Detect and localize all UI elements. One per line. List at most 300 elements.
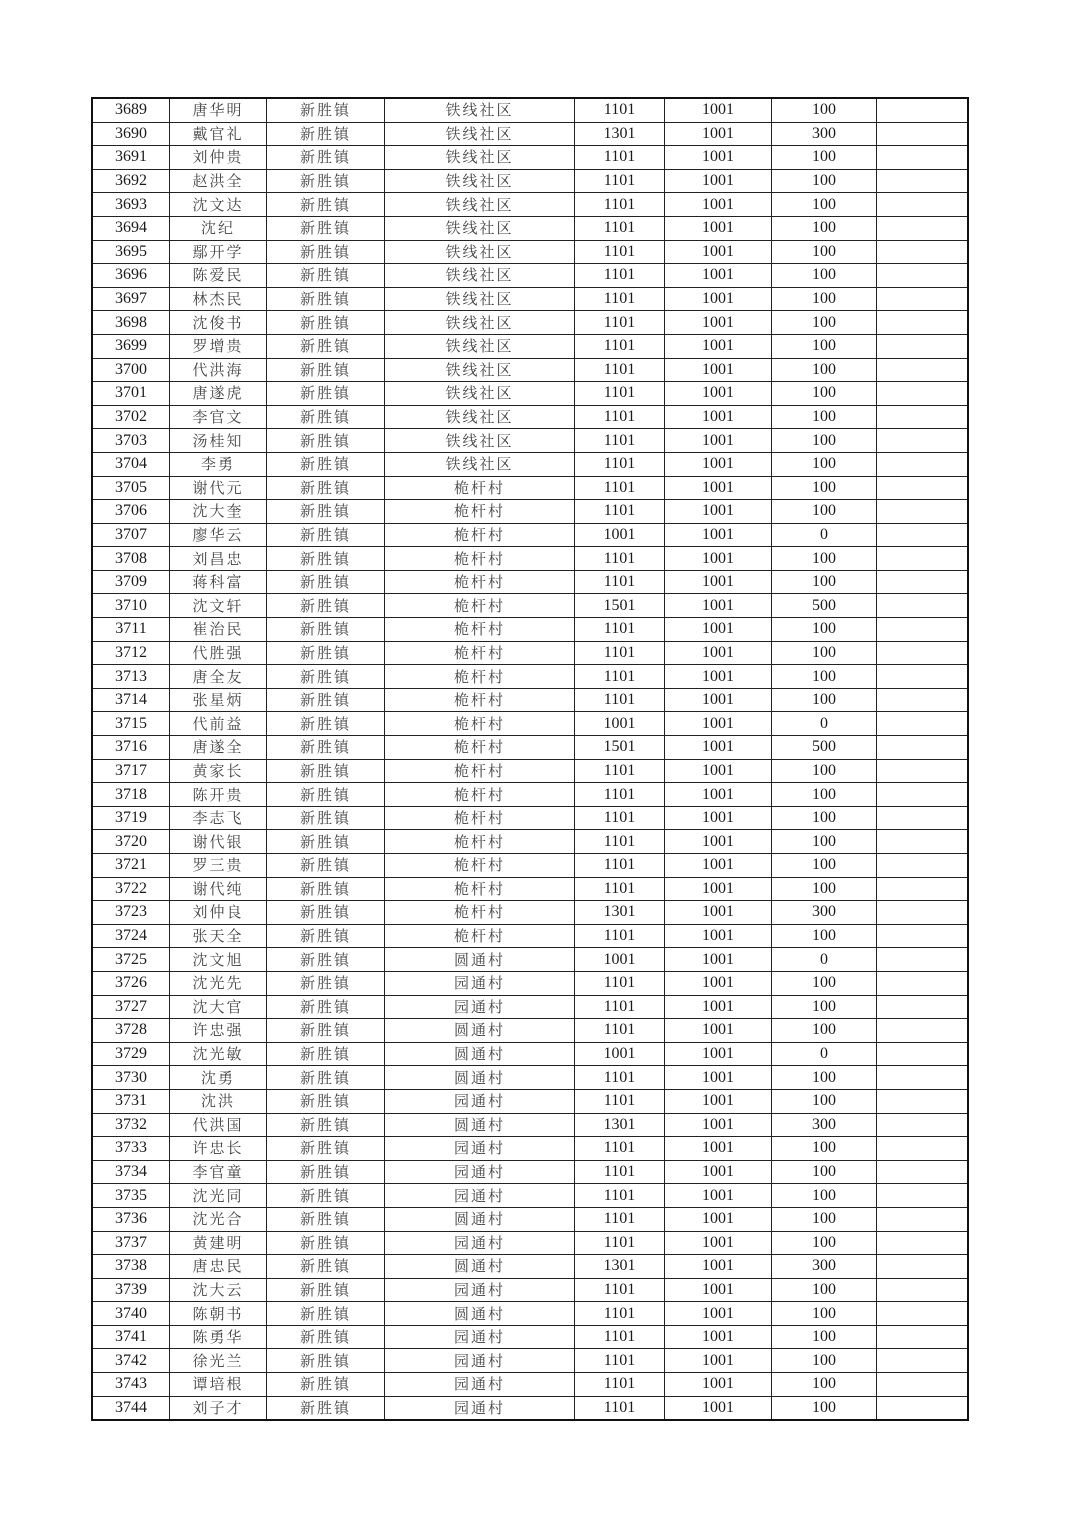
cell-serial-no: 3694 <box>92 216 170 240</box>
table-row <box>92 1231 968 1255</box>
cell-amount: 100 <box>772 1089 877 1113</box>
cell-note <box>877 476 969 500</box>
cell-name: 代胜强 <box>170 641 267 665</box>
cell-note <box>877 783 969 807</box>
cell-code-1: 1101 <box>575 1089 665 1113</box>
cell-code-1: 1101 <box>575 1019 665 1043</box>
cell-amount: 500 <box>772 736 877 760</box>
cell-village: 铁线社区 <box>385 240 575 264</box>
cell-amount: 100 <box>772 311 877 335</box>
cell-name: 徐光兰 <box>170 1349 267 1373</box>
cell-code-1: 1301 <box>575 901 665 925</box>
cell-note <box>877 1184 969 1208</box>
cell-code-2: 1001 <box>665 830 772 854</box>
cell-amount: 100 <box>772 1160 877 1184</box>
cell-note <box>877 240 969 264</box>
table-row <box>92 429 968 453</box>
cell-village: 铁线社区 <box>385 216 575 240</box>
cell-village: 铁线社区 <box>385 334 575 358</box>
cell-town: 新胜镇 <box>267 500 385 524</box>
cell-amount: 0 <box>772 712 877 736</box>
cell-name: 许忠强 <box>170 1019 267 1043</box>
cell-village: 桅杆村 <box>385 500 575 524</box>
cell-note <box>877 1113 969 1137</box>
cell-note <box>877 264 969 288</box>
cell-code-1: 1101 <box>575 1066 665 1090</box>
cell-code-1: 1101 <box>575 193 665 217</box>
cell-name: 陈开贵 <box>170 783 267 807</box>
cell-amount: 100 <box>772 641 877 665</box>
cell-amount: 100 <box>772 806 877 830</box>
cell-name: 李勇 <box>170 452 267 476</box>
cell-town: 新胜镇 <box>267 1089 385 1113</box>
cell-amount: 0 <box>772 948 877 972</box>
cell-serial-no: 3706 <box>92 500 170 524</box>
table-row <box>92 476 968 500</box>
cell-code-2: 1001 <box>665 216 772 240</box>
cell-name: 沈纪 <box>170 216 267 240</box>
table-row <box>92 924 968 948</box>
cell-code-2: 1001 <box>665 924 772 948</box>
cell-serial-no: 3735 <box>92 1184 170 1208</box>
cell-serial-no: 3738 <box>92 1255 170 1279</box>
cell-code-2: 1001 <box>665 1255 772 1279</box>
cell-code-1: 1101 <box>575 334 665 358</box>
cell-code-2: 1001 <box>665 146 772 170</box>
cell-note <box>877 830 969 854</box>
cell-amount: 100 <box>772 500 877 524</box>
cell-note <box>877 736 969 760</box>
cell-name: 谢代纯 <box>170 877 267 901</box>
cell-code-1: 1301 <box>575 1255 665 1279</box>
cell-village: 铁线社区 <box>385 264 575 288</box>
cell-serial-no: 3736 <box>92 1207 170 1231</box>
cell-name: 代洪国 <box>170 1113 267 1137</box>
cell-amount: 100 <box>772 1302 877 1326</box>
cell-village: 圆通村 <box>385 1066 575 1090</box>
table-row <box>92 523 968 547</box>
cell-code-2: 1001 <box>665 877 772 901</box>
table-row <box>92 806 968 830</box>
table-row <box>92 216 968 240</box>
cell-code-2: 1001 <box>665 98 772 122</box>
cell-amount: 100 <box>772 1184 877 1208</box>
cell-town: 新胜镇 <box>267 429 385 453</box>
cell-code-1: 1101 <box>575 146 665 170</box>
table-row <box>92 1302 968 1326</box>
table-row <box>92 759 968 783</box>
cell-serial-no: 3704 <box>92 452 170 476</box>
cell-code-1: 1101 <box>575 830 665 854</box>
cell-village: 桅杆村 <box>385 618 575 642</box>
cell-name: 唐全友 <box>170 665 267 689</box>
table-row <box>92 712 968 736</box>
cell-village: 圆通村 <box>385 1302 575 1326</box>
cell-town: 新胜镇 <box>267 1066 385 1090</box>
cell-code-2: 1001 <box>665 1349 772 1373</box>
cell-town: 新胜镇 <box>267 1160 385 1184</box>
cell-village: 桅杆村 <box>385 877 575 901</box>
cell-serial-no: 3741 <box>92 1325 170 1349</box>
table-row <box>92 358 968 382</box>
cell-code-1: 1101 <box>575 1396 665 1420</box>
cell-serial-no: 3730 <box>92 1066 170 1090</box>
cell-code-2: 1001 <box>665 806 772 830</box>
cell-village: 桅杆村 <box>385 783 575 807</box>
cell-village: 桅杆村 <box>385 830 575 854</box>
cell-serial-no: 3718 <box>92 783 170 807</box>
table-row <box>92 240 968 264</box>
cell-code-2: 1001 <box>665 500 772 524</box>
cell-town: 新胜镇 <box>267 995 385 1019</box>
cell-village: 桅杆村 <box>385 570 575 594</box>
table-row <box>92 405 968 429</box>
cell-name: 汤桂知 <box>170 429 267 453</box>
cell-code-1: 1101 <box>575 358 665 382</box>
cell-code-2: 1001 <box>665 334 772 358</box>
cell-village: 桅杆村 <box>385 594 575 618</box>
cell-code-1: 1101 <box>575 1184 665 1208</box>
cell-village: 铁线社区 <box>385 358 575 382</box>
cell-village: 铁线社区 <box>385 193 575 217</box>
cell-code-1: 1101 <box>575 1325 665 1349</box>
cell-town: 新胜镇 <box>267 830 385 854</box>
table-row <box>92 1019 968 1043</box>
cell-serial-no: 3727 <box>92 995 170 1019</box>
cell-town: 新胜镇 <box>267 783 385 807</box>
cell-town: 新胜镇 <box>267 1231 385 1255</box>
cell-note <box>877 1160 969 1184</box>
cell-village: 圆通村 <box>385 1042 575 1066</box>
table-row <box>92 854 968 878</box>
cell-town: 新胜镇 <box>267 287 385 311</box>
cell-note <box>877 1019 969 1043</box>
cell-amount: 100 <box>772 688 877 712</box>
cell-serial-no: 3734 <box>92 1160 170 1184</box>
cell-serial-no: 3715 <box>92 712 170 736</box>
cell-code-2: 1001 <box>665 169 772 193</box>
cell-village: 桅杆村 <box>385 523 575 547</box>
cell-note <box>877 1373 969 1397</box>
cell-note <box>877 146 969 170</box>
cell-code-1: 1101 <box>575 547 665 571</box>
cell-note <box>877 429 969 453</box>
table-row <box>92 1184 968 1208</box>
cell-town: 新胜镇 <box>267 452 385 476</box>
cell-amount: 100 <box>772 98 877 122</box>
cell-serial-no: 3719 <box>92 806 170 830</box>
table-row <box>92 500 968 524</box>
cell-village: 桅杆村 <box>385 736 575 760</box>
cell-serial-no: 3723 <box>92 901 170 925</box>
table-row <box>92 1089 968 1113</box>
cell-name: 沈大云 <box>170 1278 267 1302</box>
cell-village: 铁线社区 <box>385 98 575 122</box>
cell-village: 铁线社区 <box>385 122 575 146</box>
cell-amount: 100 <box>772 618 877 642</box>
cell-amount: 100 <box>772 971 877 995</box>
cell-code-2: 1001 <box>665 665 772 689</box>
cell-town: 新胜镇 <box>267 712 385 736</box>
table-row <box>92 1278 968 1302</box>
cell-amount: 100 <box>772 830 877 854</box>
cell-name: 沈文旭 <box>170 948 267 972</box>
cell-note <box>877 500 969 524</box>
table-row <box>92 122 968 146</box>
table-row <box>92 1066 968 1090</box>
cell-town: 新胜镇 <box>267 688 385 712</box>
table-row <box>92 1373 968 1397</box>
cell-amount: 100 <box>772 382 877 406</box>
cell-amount: 100 <box>772 146 877 170</box>
cell-town: 新胜镇 <box>267 1184 385 1208</box>
cell-serial-no: 3707 <box>92 523 170 547</box>
cell-amount: 100 <box>772 665 877 689</box>
cell-town: 新胜镇 <box>267 169 385 193</box>
cell-village: 园通村 <box>385 1184 575 1208</box>
cell-note <box>877 877 969 901</box>
cell-serial-no: 3699 <box>92 334 170 358</box>
cell-code-2: 1001 <box>665 736 772 760</box>
cell-amount: 100 <box>772 1137 877 1161</box>
cell-village: 园通村 <box>385 995 575 1019</box>
cell-town: 新胜镇 <box>267 1325 385 1349</box>
cell-code-2: 1001 <box>665 1042 772 1066</box>
cell-note <box>877 1231 969 1255</box>
cell-town: 新胜镇 <box>267 146 385 170</box>
cell-name: 沈大官 <box>170 995 267 1019</box>
cell-note <box>877 122 969 146</box>
cell-code-2: 1001 <box>665 547 772 571</box>
cell-village: 桅杆村 <box>385 641 575 665</box>
cell-name: 沈勇 <box>170 1066 267 1090</box>
cell-name: 罗增贵 <box>170 334 267 358</box>
cell-village: 桅杆村 <box>385 901 575 925</box>
cell-code-2: 1001 <box>665 854 772 878</box>
cell-name: 代前益 <box>170 712 267 736</box>
cell-note <box>877 452 969 476</box>
cell-village: 圆通村 <box>385 1019 575 1043</box>
cell-town: 新胜镇 <box>267 334 385 358</box>
cell-note <box>877 995 969 1019</box>
cell-town: 新胜镇 <box>267 948 385 972</box>
cell-town: 新胜镇 <box>267 1113 385 1137</box>
cell-village: 园通村 <box>385 971 575 995</box>
cell-code-2: 1001 <box>665 1302 772 1326</box>
cell-name: 刘昌忠 <box>170 547 267 571</box>
cell-name: 谢代银 <box>170 830 267 854</box>
cell-amount: 100 <box>772 216 877 240</box>
cell-name: 谭培根 <box>170 1373 267 1397</box>
cell-code-1: 1101 <box>575 759 665 783</box>
cell-note <box>877 311 969 335</box>
table-row <box>92 995 968 1019</box>
cell-serial-no: 3703 <box>92 429 170 453</box>
cell-amount: 100 <box>772 429 877 453</box>
cell-code-2: 1001 <box>665 523 772 547</box>
cell-code-1: 1001 <box>575 1042 665 1066</box>
cell-note <box>877 971 969 995</box>
cell-serial-no: 3691 <box>92 146 170 170</box>
table-row <box>92 1042 968 1066</box>
cell-code-1: 1301 <box>575 1113 665 1137</box>
cell-code-1: 1101 <box>575 1137 665 1161</box>
cell-village: 园通村 <box>385 1396 575 1420</box>
cell-village: 桅杆村 <box>385 476 575 500</box>
cell-note <box>877 1349 969 1373</box>
cell-note <box>877 641 969 665</box>
cell-amount: 100 <box>772 995 877 1019</box>
cell-name: 唐遂虎 <box>170 382 267 406</box>
cell-code-1: 1501 <box>575 736 665 760</box>
cell-code-1: 1101 <box>575 500 665 524</box>
cell-code-1: 1101 <box>575 618 665 642</box>
cell-note <box>877 1042 969 1066</box>
cell-village: 园通村 <box>385 1160 575 1184</box>
cell-serial-no: 3693 <box>92 193 170 217</box>
cell-code-2: 1001 <box>665 948 772 972</box>
cell-name: 陈朝书 <box>170 1302 267 1326</box>
cell-amount: 100 <box>772 1231 877 1255</box>
cell-serial-no: 3732 <box>92 1113 170 1137</box>
cell-code-2: 1001 <box>665 1019 772 1043</box>
table-row <box>92 452 968 476</box>
cell-name: 沈大奎 <box>170 500 267 524</box>
cell-amount: 100 <box>772 264 877 288</box>
table-row <box>92 98 968 122</box>
cell-town: 新胜镇 <box>267 240 385 264</box>
cell-serial-no: 3728 <box>92 1019 170 1043</box>
cell-code-2: 1001 <box>665 594 772 618</box>
table-row <box>92 1349 968 1373</box>
cell-serial-no: 3712 <box>92 641 170 665</box>
cell-town: 新胜镇 <box>267 405 385 429</box>
cell-village: 园通村 <box>385 1349 575 1373</box>
cell-town: 新胜镇 <box>267 1278 385 1302</box>
cell-town: 新胜镇 <box>267 806 385 830</box>
cell-name: 沈光同 <box>170 1184 267 1208</box>
cell-note <box>877 1396 969 1420</box>
cell-amount: 100 <box>772 1325 877 1349</box>
cell-name: 黄建明 <box>170 1231 267 1255</box>
cell-serial-no: 3739 <box>92 1278 170 1302</box>
cell-serial-no: 3697 <box>92 287 170 311</box>
cell-serial-no: 3690 <box>92 122 170 146</box>
cell-village: 铁线社区 <box>385 405 575 429</box>
cell-town: 新胜镇 <box>267 1349 385 1373</box>
cell-note <box>877 712 969 736</box>
cell-amount: 100 <box>772 193 877 217</box>
cell-village: 桅杆村 <box>385 924 575 948</box>
cell-code-1: 1101 <box>575 665 665 689</box>
cell-name: 沈光合 <box>170 1207 267 1231</box>
cell-code-1: 1101 <box>575 783 665 807</box>
cell-code-2: 1001 <box>665 759 772 783</box>
table-row <box>92 1207 968 1231</box>
cell-code-2: 1001 <box>665 287 772 311</box>
cell-code-1: 1101 <box>575 287 665 311</box>
cell-code-1: 1101 <box>575 1231 665 1255</box>
cell-code-1: 1101 <box>575 971 665 995</box>
cell-note <box>877 1278 969 1302</box>
cell-town: 新胜镇 <box>267 971 385 995</box>
cell-serial-no: 3737 <box>92 1231 170 1255</box>
cell-note <box>877 1089 969 1113</box>
cell-note <box>877 594 969 618</box>
cell-town: 新胜镇 <box>267 358 385 382</box>
cell-code-1: 1001 <box>575 712 665 736</box>
cell-serial-no: 3743 <box>92 1373 170 1397</box>
cell-village: 铁线社区 <box>385 429 575 453</box>
table-row <box>92 1255 968 1279</box>
cell-name: 李官文 <box>170 405 267 429</box>
cell-town: 新胜镇 <box>267 665 385 689</box>
table-row <box>92 570 968 594</box>
cell-serial-no: 3740 <box>92 1302 170 1326</box>
cell-town: 新胜镇 <box>267 641 385 665</box>
cell-name: 刘仲良 <box>170 901 267 925</box>
cell-code-1: 1101 <box>575 382 665 406</box>
cell-code-1: 1101 <box>575 1278 665 1302</box>
cell-code-1: 1101 <box>575 405 665 429</box>
cell-serial-no: 3717 <box>92 759 170 783</box>
cell-note <box>877 169 969 193</box>
cell-amount: 100 <box>772 759 877 783</box>
cell-name: 刘子才 <box>170 1396 267 1420</box>
cell-town: 新胜镇 <box>267 382 385 406</box>
cell-name: 鄢开学 <box>170 240 267 264</box>
cell-code-1: 1001 <box>575 523 665 547</box>
table-row <box>92 1160 968 1184</box>
cell-name: 黄家长 <box>170 759 267 783</box>
cell-note <box>877 570 969 594</box>
cell-village: 园通村 <box>385 1278 575 1302</box>
cell-amount: 100 <box>772 334 877 358</box>
cell-village: 铁线社区 <box>385 311 575 335</box>
cell-serial-no: 3744 <box>92 1396 170 1420</box>
cell-serial-no: 3722 <box>92 877 170 901</box>
cell-name: 谢代元 <box>170 476 267 500</box>
cell-note <box>877 216 969 240</box>
cell-town: 新胜镇 <box>267 523 385 547</box>
cell-note <box>877 193 969 217</box>
cell-amount: 100 <box>772 1207 877 1231</box>
cell-code-2: 1001 <box>665 1207 772 1231</box>
cell-code-1: 1101 <box>575 924 665 948</box>
table-row <box>92 688 968 712</box>
cell-code-2: 1001 <box>665 641 772 665</box>
cell-note <box>877 1137 969 1161</box>
cell-name: 林杰民 <box>170 287 267 311</box>
cell-amount: 100 <box>772 783 877 807</box>
cell-name: 张星炳 <box>170 688 267 712</box>
cell-town: 新胜镇 <box>267 1396 385 1420</box>
cell-note <box>877 924 969 948</box>
cell-amount: 100 <box>772 1066 877 1090</box>
cell-town: 新胜镇 <box>267 901 385 925</box>
cell-code-2: 1001 <box>665 476 772 500</box>
cell-village: 铁线社区 <box>385 146 575 170</box>
cell-code-2: 1001 <box>665 1066 772 1090</box>
cell-name: 刘仲贵 <box>170 146 267 170</box>
cell-code-2: 1001 <box>665 1113 772 1137</box>
cell-note <box>877 1302 969 1326</box>
cell-note <box>877 688 969 712</box>
cell-code-2: 1001 <box>665 240 772 264</box>
cell-note <box>877 901 969 925</box>
cell-serial-no: 3714 <box>92 688 170 712</box>
cell-code-1: 1101 <box>575 806 665 830</box>
